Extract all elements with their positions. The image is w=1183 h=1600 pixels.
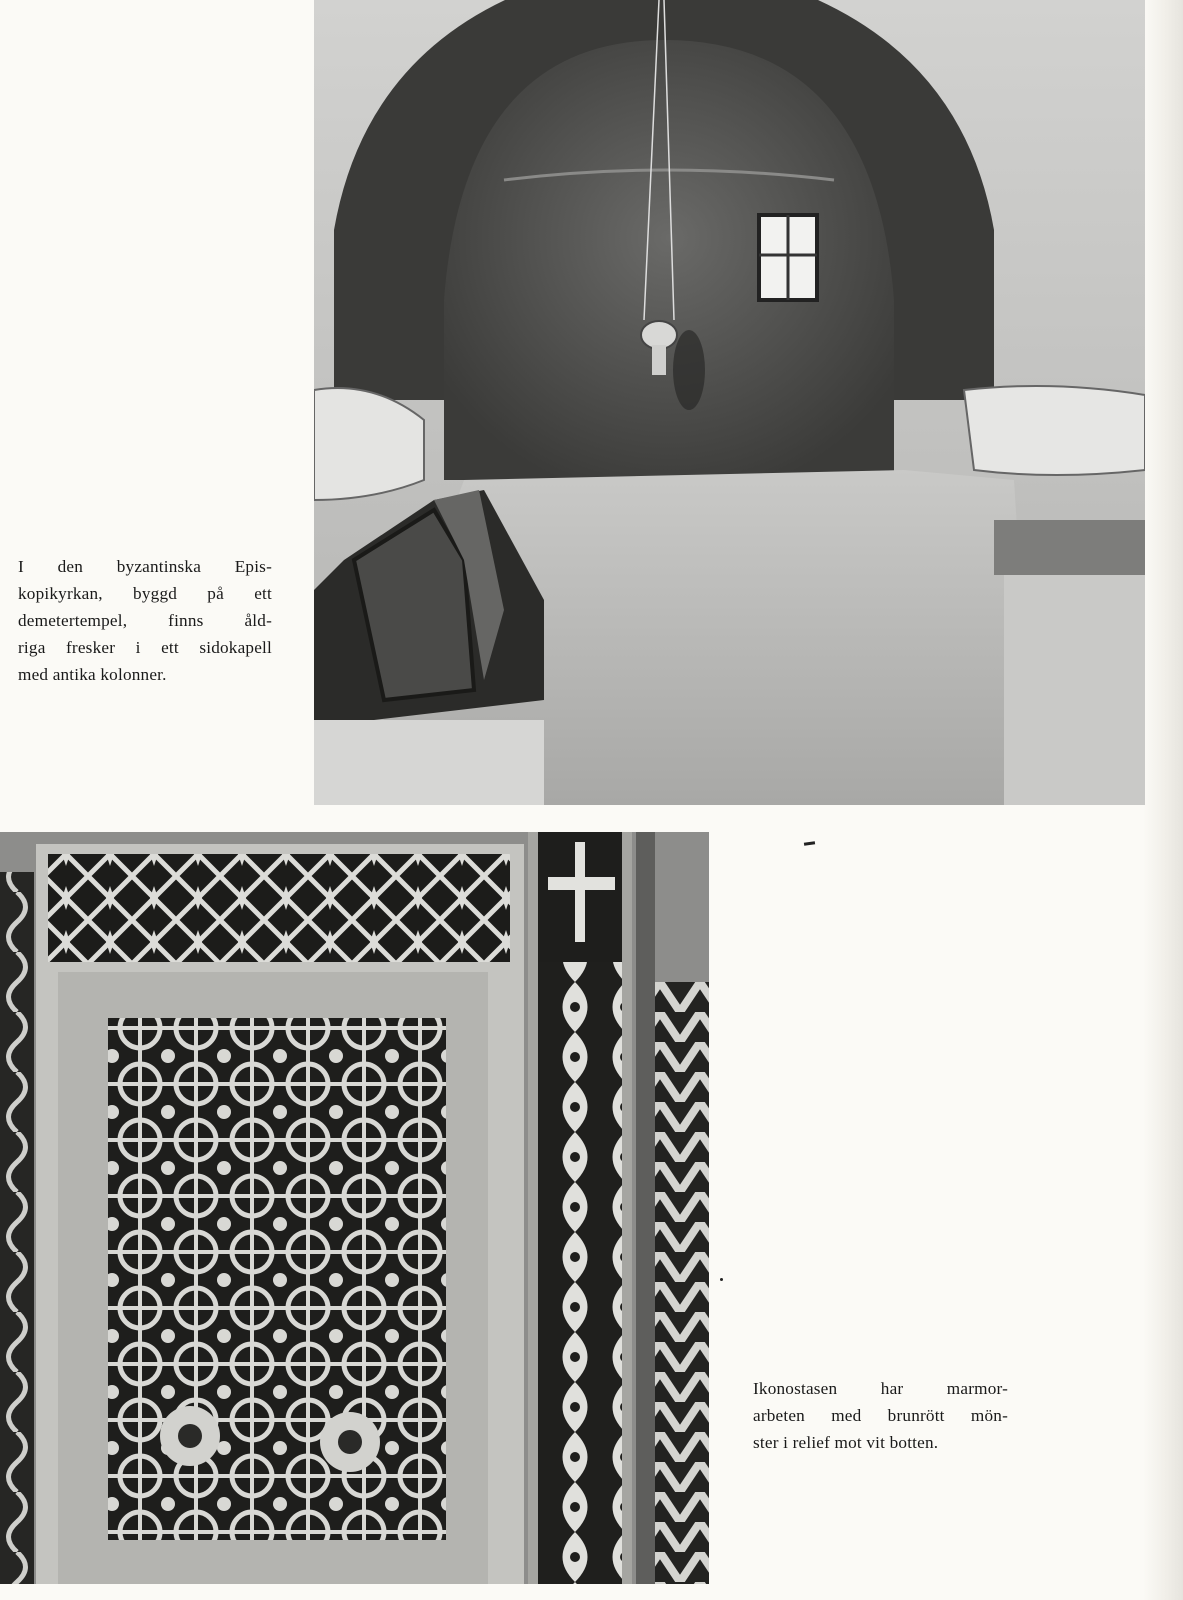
photo-chapel-arch — [314, 0, 1145, 805]
caption-iconostasis — [753, 1375, 1008, 1456]
page-edge-shadow — [1143, 0, 1183, 1600]
photo-iconostasis-marble — [0, 832, 709, 1584]
caption-chapel-line: demetertempel, finns åld- — [18, 611, 272, 630]
caption-chapel-line: riga fresker i ett sidokapell — [18, 638, 272, 657]
print-speck — [720, 1278, 723, 1281]
caption-chapel-line: med antika kolonner. — [18, 665, 167, 684]
caption-chapel — [18, 553, 272, 688]
caption-chapel-line: I den byzantinska Epis- — [18, 557, 272, 576]
caption-iconostasis-line: arbeten med brunrött mön- — [753, 1406, 1008, 1425]
print-speck — [804, 841, 815, 846]
caption-chapel-line: kopikyrkan, byggd på ett — [18, 584, 272, 603]
caption-iconostasis-line: ster i relief mot vit botten. — [753, 1433, 939, 1452]
photo-iconostasis-image — [0, 832, 709, 1584]
caption-iconostasis-line: Ikonostasen har marmor- — [753, 1379, 1008, 1398]
photo-chapel-arch-image — [314, 0, 1145, 805]
